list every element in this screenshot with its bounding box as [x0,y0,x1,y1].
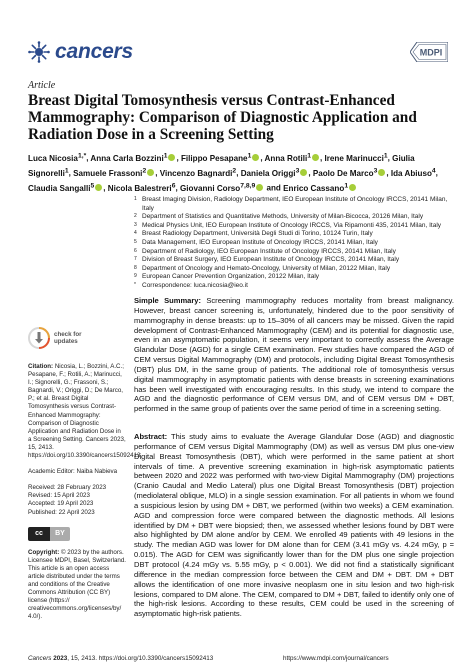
author[interactable]: Nicola Balestreri$^6$ [107,181,176,193]
article-type: Article [28,80,56,91]
published-date: Published: 22 April 2023 [28,508,95,516]
academic-editor: Academic Editor: Naiba Nabieva [28,468,118,476]
revised-date: Revised: 15 April 2023 [28,492,90,500]
orcid-icon[interactable] [147,169,154,176]
abstract-text: This study aims to evaluate the Average Glandular Dose (AGD) and diagnostic performance of CEM versus Digital Mammography (DM) as well as versus DM plus one-view Digital Breast Tomosynthesis (DBT), which were performed in the same patient at short intervals of time. A preventive screening examination in high-risk asymptomatic patients between 2020 and 2022 was performed with two-view Digital Mammography (DM) projections (Cranio Caudal and Medio Lateral) plus one Digital Breast Tomosynthesis (DBT) projection (mediolateral oblique, MLO) in a single session examination. For all patients in whom we found a suspicious lesion by using DM + DBT, we performed (within two weeks) a CEM examination. AGD and compression force were compared between the diagnostic methods. All lesions identified by DM + DBT were biopsied; then, we assessed whether lesions found by DBT were also highlighted by DM alone and/or by CEM. We enrolled 49 patients with 49 lesions in the study. The median AGD was lower for DM alone than for CEM (3.41 mGy vs. 4.24 mGy, p = 0.015). The AGD for CEM was significantly lower than for the DM plus one single projection DBT protocol (4.24 mGy vs. 5.55 mGy, p < 0.001). We did not find a statistically significant difference in the median compression force between the CEM and DM + DBT. DM + DBT allows the identification of one more invasive neoplasm one in situ lesion and two high-risk lesions, compared to DM alone. The CEM, compared to DM + DBT, failed to identify only one of the high-risk lesions. According to these results, CEM could be used in the screening of asymptomatic high-risk patients. [134,432,455,619]
by-icon: BY [50,527,70,541]
correspondence[interactable]: * Correspondence: luca.nicosia@ieo.it [134,281,248,289]
author[interactable]: Vincenzo Bagnardi$^2$ [159,166,237,178]
author[interactable]: Paolo De Marco$^3$ [313,169,387,178]
affiliation: 6 Department of Radiology, IEO European Institute of Oncology IRCCS, 20141 Milan, Italy [134,247,396,255]
check-for-updates[interactable] [28,327,126,349]
affiliation: 9 European Cancer Prevention Organization, 20122 Milan, Italy [134,273,320,281]
author[interactable]: Anna Carla Bozzini$^1$ [90,154,176,163]
journal-name: cancers [55,40,133,63]
affiliation: 2 Department of Statistics and Quantitative Methods, University of Milan-Bicocca, 20126 Milan, Italy [134,213,424,221]
orcid-icon[interactable] [95,184,102,191]
author[interactable]: Giovanni Corso$^{7,8,9}$ [180,184,264,193]
cancers-logo-icon [28,41,50,63]
affiliation: 5 Data Management, IEO European Institute of Oncology IRCCS, 20141 Milan, Italy [134,238,378,246]
check-updates-icon [28,327,50,349]
footer-doi[interactable]: , 15, 2413. https://doi.org/10.3390/cancers15092413 [67,655,214,662]
affiliation: 7 Division of Breast Surgery, IEO European Institute of Oncology IRCCS, 20141 Milan, Italy [134,256,400,264]
affiliation-list [134,196,454,291]
author[interactable]: Ida Abiuso$^4$ [390,166,436,178]
affiliation: 1 Breast Imaging Division, Radiology Department, IEO European Institute of Oncology IRCCS, 20141 Milan, Italy [134,196,448,212]
received-date: Received: 28 February 2023 [28,484,107,492]
abstract-label: Abstract: [134,432,168,441]
footer-year: 2023 [53,655,68,662]
author[interactable]: Irene Marinucci$^1$ [324,152,388,163]
accepted-date: Accepted: 19 April 2023 [28,500,94,508]
cc-by-license-badge[interactable] [28,527,126,541]
author[interactable]: Filippo Pesapane$^1$ [181,154,260,163]
author[interactable]: Claudia Sangalli$^5$ [28,184,103,193]
mdpi-logo-text: MDPI [419,47,443,58]
author[interactable]: Giulia Signorelli$^1$ [28,153,415,178]
author[interactable]: Anna Rotili$^1$ [265,154,320,163]
orcid-icon[interactable] [168,154,175,161]
article-sidebar [28,327,141,621]
simple-summary-label: Simple Summary: [134,296,202,305]
cc-icon: cc [28,527,50,541]
abstract [134,432,454,619]
mdpi-logo-icon[interactable] [410,42,448,62]
orcid-icon[interactable] [349,184,356,191]
orcid-icon[interactable] [312,154,319,161]
journal-header [28,40,448,66]
author[interactable]: Samuele Frassoni$^2$ [73,169,155,178]
journal-logo[interactable] [28,40,133,64]
author[interactable]: Daniela Origgi$^3$ [241,169,309,178]
check-updates-text: check for updates [54,331,82,345]
author[interactable]: Enrico Cassano$^1$ [283,184,357,193]
orcid-icon[interactable] [256,184,263,191]
page-footer [28,655,389,662]
affiliation: 4 Breast Radiology Department, Università Degli Studi di Torino, 10124 Turin, Italy [134,230,373,238]
citation: Citation: Nicosia, L.; Bozzini, A.C.; Pesapane, F.; Rotili, A.; Marinucci, I.; Signorelli, G.; Frassoni, S.; Bagnardi, V.; Origgi, D.; De Marco, P.; et al. Breast Digital Tomosynthesis versus Contrast-Enhanced Mammography: Comparison of Diagnostic Application and Radiation Dose in a Screening Setting. Cancers 2023, 15, 2413. https://doi.org/10.3390/cancers15092413 [28,363,141,460]
author[interactable]: Luca Nicosia$^{1,*}$ [28,152,87,163]
affiliation: 8 Department of Oncology and Hemato-Oncology, University of Milan, 20122 Milan, Italy [134,264,391,272]
affiliation: 3 Medical Physics Unit, IEO European Institute of Oncology IRCCS, Via Ripamonti 435, 20141 Milan, Italy [134,221,442,229]
article-title: Breast Digital Tomosynthesis versus Contrast-Enhanced Mammography: Comparison of Diagnostic Application and Radiation Dose in a Screening Setting [28,92,417,143]
simple-summary-text: Screening mammography reduces mortality from breast malignancy. However, breast cancer screening is, unfortunately, hindered due to the poor sensitivity of mammography in dense breasts: up to 15–30% of all cancers may be missed. Given the rapid development of Contrast-Enhanced Mammography (CEM) and its potential for diagnostic use, even in an asymptomatic population, it seems very important to correctly assess the Average Glandular Dose (AGD) for a single CEM examination. Few studies have compared the AGD of CEM versus Digital Mammography (DM) and protocols, including Digital Breast Tomosynthesis (DBT) plus DM, in the same group of patients. The additional role of tomosynthesis versus digital mammography in asymptomatic patients with dense breasts in screening examinations has been well investigated with encouraging results. In this study, we intend to compare the AGD and the diagnostic performance of CEM versus DM, and of CEM versus DM + DBT, performed in the same group of patients over the same period of time in a screening setting. [134,296,454,414]
copyright: Copyright: © 2023 by the authors. Licensee MDPI, Basel, Switzerland. This article is an open access article distributed under the terms and conditions of the Creative Commons Attribution (CC BY) license (https:// creativecommons.org/licenses/by/ 4.0/). [28,548,127,621]
footer-journal-url[interactable]: https://www.mdpi.com/journal/cancers [282,655,389,662]
author-list: Luca Nicosia$^{1,*}$, Anna Carla Bozzini$^1$ , Filippo Pesapane$^1$ , Anna Rotili$^1$ , Irene Marinucci$^1$, Giulia Signorelli$^1$, Samuele Frassoni$^2$ , Vincenzo Bagnardi$^2$, Daniela Origgi$^3$ , Paolo De Marco$^3$ , Ida Abiuso$^4$, Claudia Sangalli$^5$ , Nicola Balestreri$^6$, Giovanni Corso$^{7,8,9}$ and Enrico Cassano$^1$ [28,152,438,193]
simple-summary [134,296,454,414]
orcid-icon[interactable] [378,169,385,176]
orcid-icon[interactable] [300,169,307,176]
footer-journal: Cancers [28,655,52,662]
orcid-icon[interactable] [252,154,259,161]
